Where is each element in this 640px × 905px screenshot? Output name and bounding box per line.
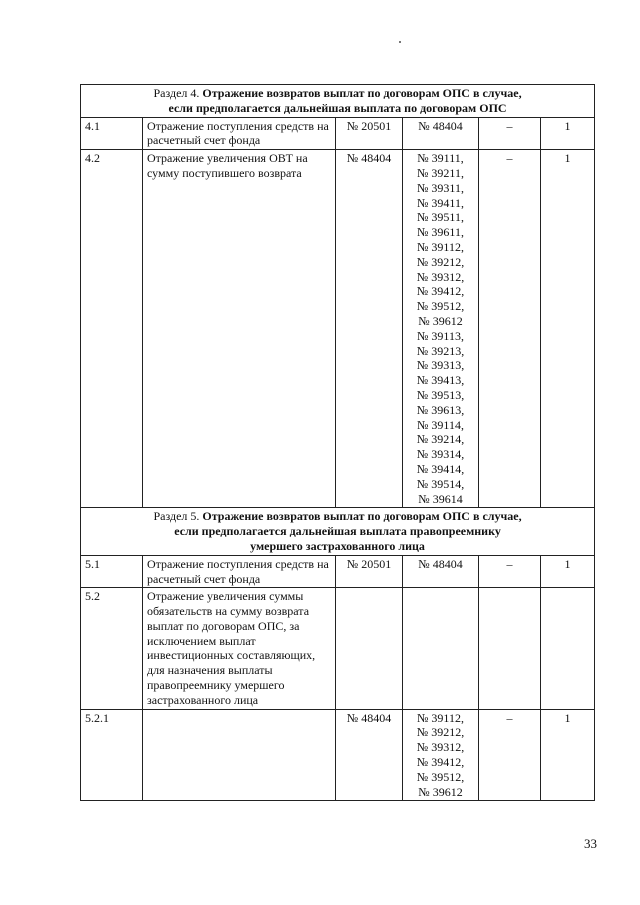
section-5-prefix: Раздел 5. — [153, 509, 200, 524]
dash-cell: – — [479, 150, 541, 508]
debit-account: № 48404 — [336, 150, 403, 508]
count-cell: 1 — [541, 150, 595, 508]
section-4-title-line1: Отражение возвратов выплат по договорам ОПС в случае, — [202, 86, 522, 100]
accounting-entries-table — [80, 84, 595, 801]
credit-account-code: № 39612 — [418, 313, 463, 328]
row-description: Отражение поступления средств на расчетный счет фонда — [143, 117, 336, 150]
credit-account-code: № 39114, — [416, 417, 464, 432]
section-5-title-line1: Отражение возвратов выплат по договорам ОПС в случае, — [202, 509, 522, 524]
row-number: 5.2 — [81, 588, 143, 709]
credit-list — [407, 119, 474, 134]
section-5-title-line2: если предполагается дальнейшая выплата правопреемнику — [174, 524, 501, 539]
credit-account-code: № 39512, — [416, 299, 465, 314]
section-4-header-row — [81, 85, 595, 118]
debit-account — [336, 588, 403, 709]
dash-cell: – — [479, 555, 541, 588]
row-number: 5.1 — [81, 555, 143, 588]
table-row — [81, 555, 595, 588]
credit-accounts — [403, 588, 479, 709]
table-row — [81, 709, 595, 801]
table-row — [81, 150, 595, 508]
credit-account-code: № 39214, — [416, 432, 465, 447]
credit-account-code: № 39611, — [416, 225, 464, 240]
credit-account-code: № 39514, — [416, 476, 465, 491]
credit-account-code: № 39113, — [416, 328, 464, 343]
scan-speck — [399, 41, 401, 43]
credit-account-code: № 39414, — [416, 461, 465, 476]
count-cell: 1 — [541, 555, 595, 588]
credit-account-code: № 39311, — [416, 180, 464, 195]
row-description: Отражение увеличения ОВТ на сумму поступившего возврата — [143, 150, 336, 508]
credit-account-code: № 39412, — [416, 284, 465, 299]
credit-account-code: № 39212, — [416, 254, 465, 269]
credit-account-code: № 39613, — [416, 402, 465, 417]
credit-account-code: № 39411, — [416, 195, 464, 210]
credit-account-code: № 48404 — [418, 118, 463, 133]
credit-accounts — [403, 150, 479, 508]
credit-account-code: № 39412, — [416, 755, 465, 770]
row-number: 4.1 — [81, 117, 143, 150]
credit-accounts — [403, 555, 479, 588]
credit-account-code: № 39512, — [416, 769, 465, 784]
dash-cell — [479, 588, 541, 709]
count-cell: 1 — [541, 117, 595, 150]
credit-account-code: № 39312, — [416, 740, 465, 755]
credit-account-code: № 39213, — [416, 343, 465, 358]
credit-list — [407, 151, 474, 506]
credit-accounts — [403, 117, 479, 150]
credit-account-code: № 39314, — [416, 447, 465, 462]
credit-account-code: № 39614 — [418, 491, 463, 506]
row-number: 5.2.1 — [81, 709, 143, 801]
credit-account-code: № 48404 — [418, 556, 463, 571]
table-row — [81, 117, 595, 150]
credit-list — [407, 557, 474, 572]
credit-account-code: № 39212, — [416, 725, 465, 740]
section-5-title — [81, 508, 595, 555]
section-5-title-line3: умершего застрахованного лица — [250, 538, 425, 553]
debit-account: № 20501 — [336, 555, 403, 588]
credit-account-code: № 39511, — [416, 210, 464, 225]
dash-cell: – — [479, 117, 541, 150]
table-row — [81, 588, 595, 709]
row-description: Отражение увеличения суммы обязательств на сумму возврата выплат по договорам ОПС, за исключением выплат инвестиционных составляющих, для назначения выплаты правопреемнику умершего застрахованного лица — [143, 588, 336, 709]
credit-account-code: № 39413, — [416, 373, 465, 388]
dash-cell: – — [479, 709, 541, 801]
section-5-header-row — [81, 508, 595, 555]
section-4-title-line2: если предполагается дальнейшая выплата по договорам ОПС — [168, 100, 507, 115]
row-number: 4.2 — [81, 150, 143, 508]
credit-account-code: № 39513, — [416, 387, 465, 402]
credit-account-code: № 39211, — [416, 165, 464, 180]
count-cell: 1 — [541, 709, 595, 801]
row-description: Отражение поступления средств на расчетный счет фонда — [143, 555, 336, 588]
credit-account-code: № 39112, — [416, 239, 464, 254]
section-4-prefix: Раздел 4. — [153, 86, 200, 100]
credit-account-code: № 39313, — [416, 358, 465, 373]
row-description — [143, 709, 336, 801]
page-number: 33 — [584, 836, 597, 851]
credit-account-code: № 39112, — [416, 710, 464, 725]
credit-accounts — [403, 709, 479, 801]
credit-account-code: № 39312, — [416, 269, 465, 284]
credit-account-code: № 39612 — [418, 784, 463, 799]
section-4-title — [81, 85, 595, 118]
debit-account: № 20501 — [336, 117, 403, 150]
count-cell — [541, 588, 595, 709]
credit-list — [407, 711, 474, 800]
debit-account: № 48404 — [336, 709, 403, 801]
credit-account-code: № 39111, — [417, 151, 464, 166]
